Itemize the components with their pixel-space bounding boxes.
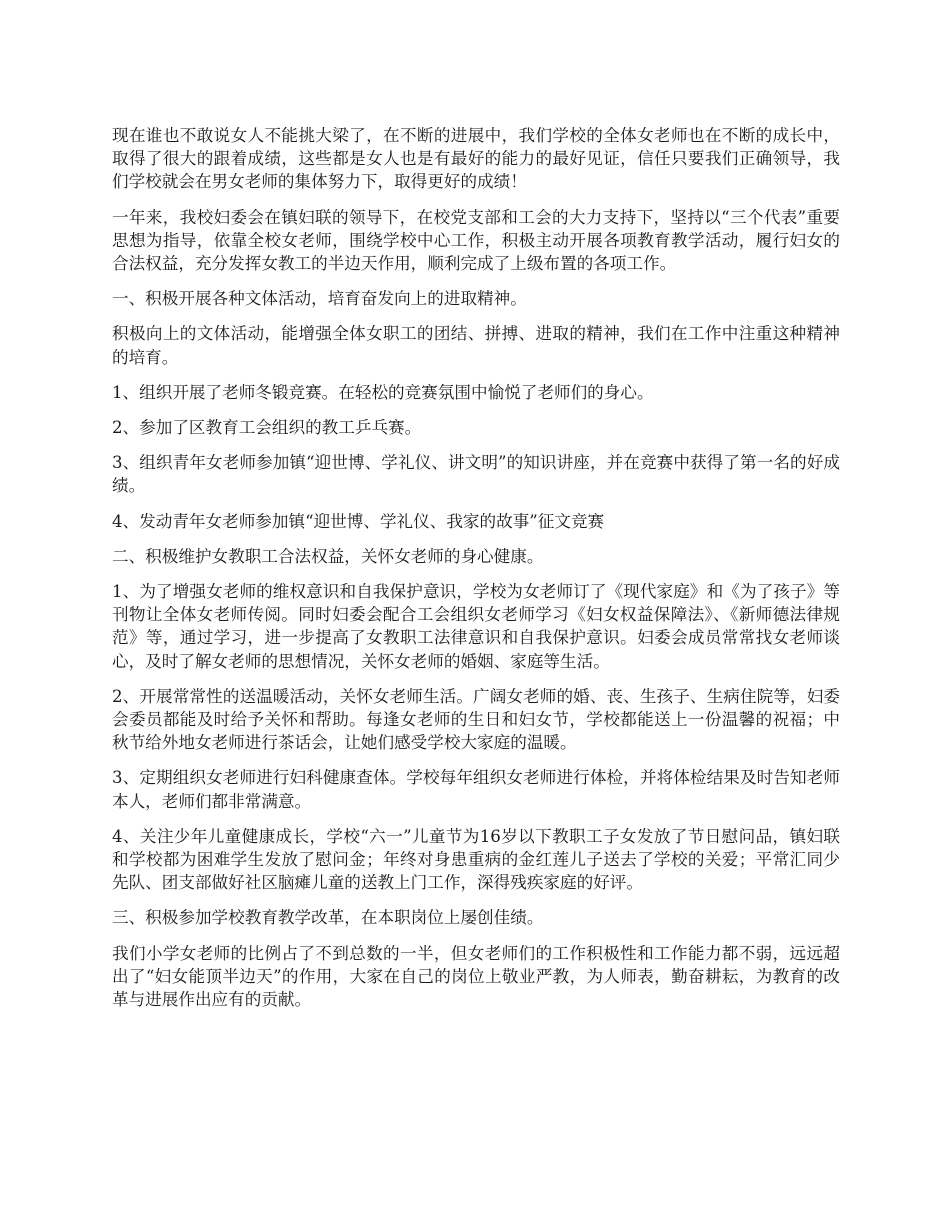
- document-body: [112, 124, 840, 1023]
- list-item-2-4: 4、关注少年儿童健康成长，学校“六一”儿童节为16岁以下教职工子女发放了节日慰问品，镇妇联和学校都为困难学生发放了慰问金；年终对身患重病的金红莲儿子送去了学校的关爱；平常汇同少先队、团支部做好社区脑瘫儿童的送教上门工作，深得残疾家庭的好评。: [112, 826, 840, 893]
- list-item-1-2: 2、参加了区教育工会组织的教工乒乓赛。: [112, 418, 422, 438]
- paragraph-intro: 现在谁也不敢说女人不能挑大梁了，在不断的进展中，我们学校的全体女老师也在不断的成长中，取得了很大的跟着成绩，这些都是女人也是有最好的能力的最好见证，信任只要我们正确领导，我们学校就会在男女老师的集体努力下，取得更好的成绩！: [112, 126, 840, 192]
- list-item-1-3: 3、组织青年女老师参加镇“迎世博、学礼仪、讲文明”的知识讲座，并在竞赛中获得了第一名的好成绩。: [112, 453, 840, 496]
- section-heading-1: 一、积极开展各种文体活动，培育奋发向上的进取精神。: [112, 289, 527, 309]
- list-item-2-2: 2、开展常常性的送温暖活动，关怀女老师生活。广阔女老师的婚、丧、生孩子、生病住院等，妇委会委员都能及时给予关怀和帮助。每逢女老师的生日和妇女节，学校都能送上一份温馨的祝福；中秋节给外地女老师进行茶话会，让她们感受学校大家庭的温暖。: [112, 686, 840, 753]
- list-item-2-3: 3、定期组织女老师进行妇科健康查体。学校每年组织女老师进行体检，并将体检结果及时告知老师本人，老师们都非常满意。: [112, 768, 840, 811]
- section-heading-2: 二、积极维护女教职工合法权益，关怀女老师的身心健康。: [112, 546, 544, 566]
- paragraph-section-3: 我们小学女老师的比例占了不到总数的一半，但女老师们的工作积极性和工作能力都不弱，远远超出了“妇女能顶半边天”的作用，大家在自己的岗位上敬业严教，为人师表，勤奋耕耘，为教育的改革与进展作出应有的贡献。: [112, 943, 840, 1010]
- paragraph-overview: 一年来，我校妇委会在镇妇联的领导下，在校党支部和工会的大力支持下，坚持以“三个代表”重要思想为指导，依靠全校女老师，围绕学校中心工作，积极主动开展各项教育教学活动，履行妇女的合法权益，充分发挥女教工的半边天作用，顺利完成了上级布置的各项工作。: [112, 207, 840, 274]
- paragraph-section-1-intro: 积极向上的文体活动，能增强全体女职工的团结、拼搏、进取的精神，我们在工作中注重这种精神的培育。: [112, 324, 840, 367]
- list-item-2-1: 1、为了增强女老师的维权意识和自我保护意识，学校为女老师订了《现代家庭》和《为了孩子》等刊物让全体女老师传阅。同时妇委会配合工会组织女老师学习《妇女权益保障法》、《新师德法律规范》等，通过学习，进一步提高了女教职工法律意识和自我保护意识。妇委会成员常常找女老师谈心，及时了解女老师的思想情况，关怀女老师的婚姻、家庭等生活。: [112, 582, 840, 671]
- list-item-1-1: 1、组织开展了老师冬锻竞赛。在轻松的竞赛氛围中愉悦了老师们的身心。: [112, 382, 654, 402]
- list-item-1-4: 4、发动青年女老师参加镇“迎世博、学礼仪、我家的故事”征文竞赛: [112, 511, 605, 531]
- section-heading-3: 三、积极参加学校教育教学改革，在本职岗位上屡创佳绩。: [112, 908, 544, 928]
